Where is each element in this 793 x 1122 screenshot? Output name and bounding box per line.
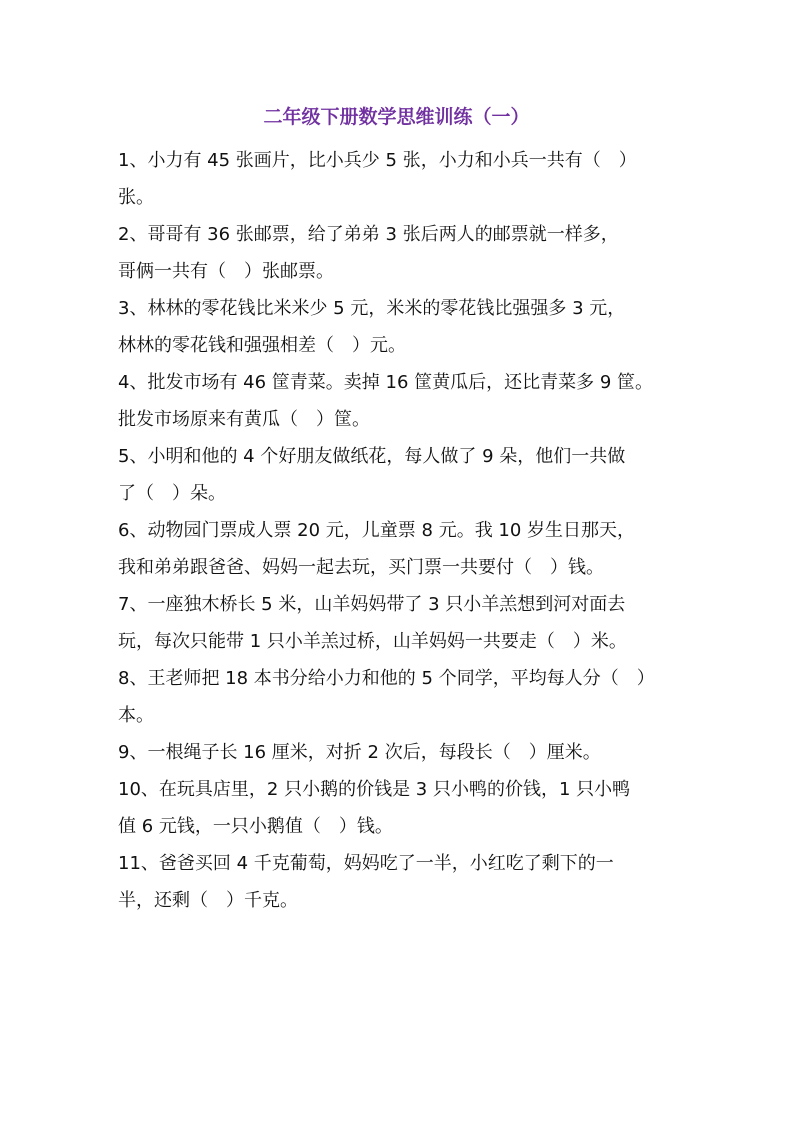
question-item <box>118 662 678 736</box>
question-item <box>118 847 678 921</box>
question-2-line-2: 哥俩一共有（ ）张邮票。 <box>118 261 334 282</box>
question-10-line-1: 10、在玩具店里，2 只小鹅的价钱是 3 只小鸭的价钱，1 只小鸭 <box>118 779 631 800</box>
page-title: 二年级下册数学思维训练（一） <box>263 106 530 128</box>
question-3-line-1: 3、林林的零花钱比米米少 5 元，米米的零花钱比强强多 3 元， <box>118 298 626 319</box>
question-8-line-1: 8、王老师把 18 本书分给小力和他的 5 个同学，平均每人分（ ） <box>118 668 655 689</box>
question-item <box>118 736 678 773</box>
question-4-line-1: 4、批发市场有 46 筐青菜。卖掉 16 筐黄瓜后，还比青菜多 9 筐。 <box>118 372 654 393</box>
question-10-line-2: 值 6 元钱，一只小鹅值（ ）钱。 <box>118 816 393 837</box>
question-1-line-2: 张。 <box>118 187 154 208</box>
question-item <box>118 588 678 662</box>
question-2-line-1: 2、哥哥有 36 张邮票，给了弟弟 3 张后两人的邮票就一样多， <box>118 224 619 245</box>
question-1-line-1: 1、小力有 45 张画片，比小兵少 5 张，小力和小兵一共有（ ） <box>118 150 637 171</box>
question-5-line-1: 5、小明和他的 4 个好朋友做纸花，每人做了 9 朵，他们一共做 <box>118 446 626 467</box>
question-list <box>118 144 678 921</box>
question-item <box>118 218 678 292</box>
question-11-line-1: 11、爸爸买回 4 千克葡萄，妈妈吃了一半，小红吃了剩下的一 <box>118 853 614 874</box>
question-item <box>118 366 678 440</box>
question-7-line-2: 玩，每次只能带 1 只小羊羔过桥，山羊妈妈一共要走（ ）米。 <box>118 631 627 652</box>
question-6-line-1: 6、动物园门票成人票 20 元，儿童票 8 元。我 10 岁生日那天， <box>118 520 636 541</box>
question-item <box>118 514 678 588</box>
question-item <box>118 292 678 366</box>
question-4-line-2: 批发市场原来有黄瓜（ ）筐。 <box>118 409 370 430</box>
question-3-line-2: 林林的零花钱和强强相差（ ）元。 <box>118 335 406 356</box>
question-7-line-1: 7、一座独木桥长 5 米，山羊妈妈带了 3 只小羊羔想到河对面去 <box>118 594 626 615</box>
question-9-line-1: 9、一根绳子长 16 厘米，对折 2 次后，每段长（ ）厘米。 <box>118 742 601 763</box>
question-item <box>118 440 678 514</box>
question-11-line-2: 半，还剩（ ）千克。 <box>118 890 298 911</box>
question-6-line-2: 我和弟弟跟爸爸、妈妈一起去玩，买门票一共要付（ ）钱。 <box>118 557 604 578</box>
question-8-line-2: 本。 <box>118 705 154 726</box>
question-item <box>118 144 678 218</box>
question-5-line-2: 了（ ）朵。 <box>118 483 226 504</box>
question-item <box>118 773 678 847</box>
